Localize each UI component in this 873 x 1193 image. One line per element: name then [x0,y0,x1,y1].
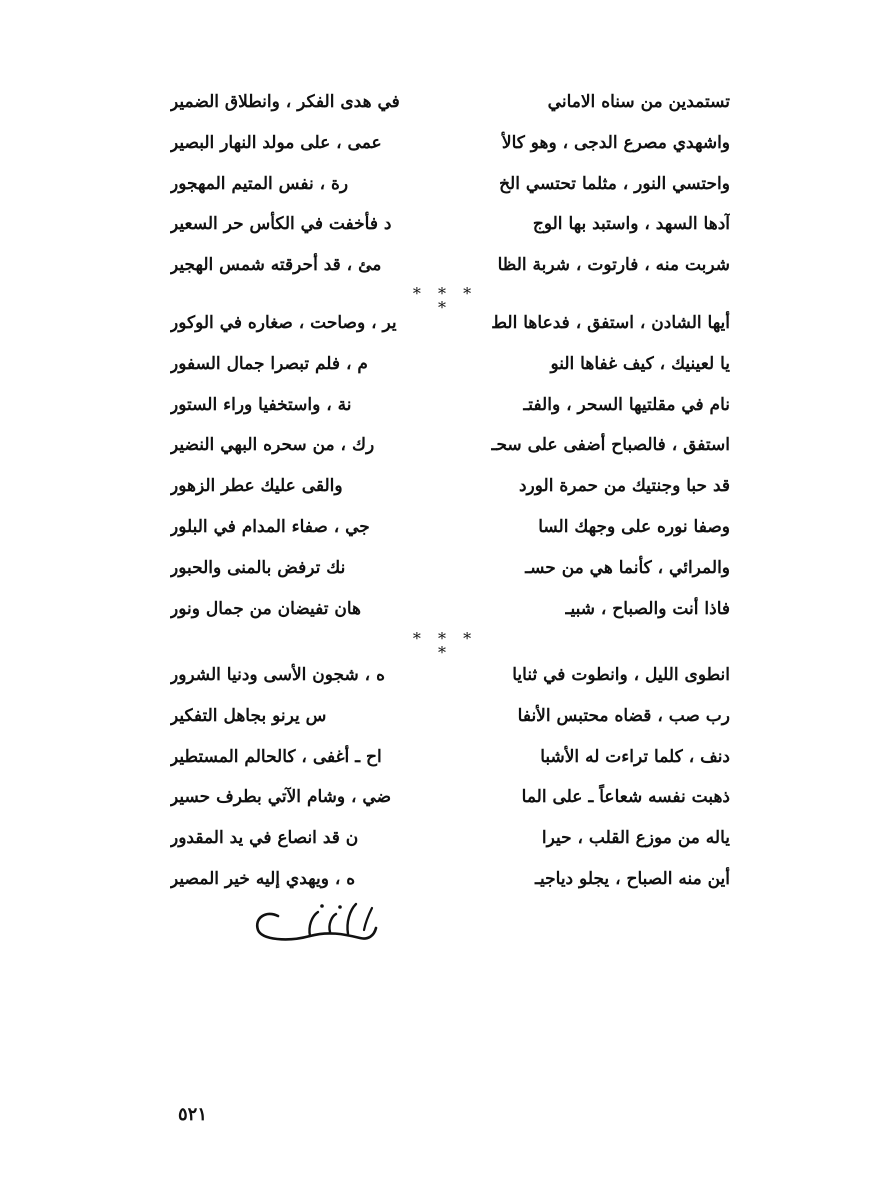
verse [170,777,730,818]
first-hemistich: تستمدين من سناه الاماني [547,92,730,112]
verse [170,818,730,859]
stanza-3 [170,655,730,900]
second-hemistich: س يرنو بجاهل التفكير [170,705,327,726]
verse [170,737,730,778]
second-hemistich: ه ، ويهدي إليه خير المصير [170,868,356,889]
separator-star-bottom: * [438,298,452,317]
verse [170,696,730,737]
separator-stars-top: * * * [412,284,478,303]
verse [170,245,730,286]
second-hemistich: اح ـ أغفى ، كالحالم المستطير [170,746,382,767]
verse [170,425,730,466]
first-hemistich: أين منه الصباح ، يجلو دياجيـ [535,868,730,889]
second-hemistich: رة ، نفس المتيم المهجور [170,173,349,194]
verse [170,298,730,344]
separator-stars-top: * * * [412,629,478,648]
verse [170,344,730,385]
first-hemistich: والمرائي ، كأنما هي من حسـ [525,557,730,578]
verse [170,204,730,245]
verse [170,385,730,426]
verse [170,507,730,548]
first-hemistich: أيها الشادن ، استفق ، فدعاها الط [491,313,730,333]
verse [170,655,730,696]
stanza-2 [170,298,730,629]
verse [170,548,730,589]
second-hemistich: نة ، واستخفيا وراء الستور [170,394,352,415]
verse [170,589,730,630]
first-hemistich: واشهدي مصرع الدجى ، وهو كالأ [501,132,730,153]
second-hemistich: د فأخفت في الكأس حر السعير [170,214,392,235]
second-hemistich: جي ، صفاء المدام في البلور [170,516,370,537]
second-hemistich: ن قد انصاع في يد المقدور [170,828,359,849]
verse [170,164,730,205]
first-hemistich: واحتسي النور ، مثلما تحتسي الخ [499,173,730,194]
verse [170,123,730,164]
first-hemistich: آدها السهد ، واستبد بها الوج [532,214,730,235]
first-hemistich: يا لعينيك ، كيف غفاها النو [550,353,730,374]
first-hemistich: نام في مقلتيها السحر ، والفتـ [523,394,730,415]
first-hemistich: وصفا نوره على وجهك السا [538,516,730,537]
second-hemistich: ضي ، وشام الآتي بطرف حسير [170,787,392,808]
first-hemistich: رب صب ، قضاه محتبس الأنفا [517,705,730,726]
second-hemistich: والقى عليك عطر الزهور [170,476,343,497]
second-hemistich: ير ، وصاحت ، صغاره في الوكور [170,313,397,333]
verse [170,82,730,123]
first-hemistich: ذهبت نفسه شعاعاً ـ على الما [521,787,730,808]
verse [170,466,730,507]
first-hemistich: شربت منه ، فارتوت ، شربة الظا [497,255,730,276]
first-hemistich: دنف ، كلما تراءت له الأشبا [540,746,730,767]
second-hemistich: نك ترفض بالمنى والحبور [170,557,346,578]
author-signature [248,898,383,948]
second-hemistich: م ، فلم تبصرا جمال السفور [170,353,368,374]
first-hemistich: انطوى الليل ، وانطوت في ثنايا [512,665,730,685]
page-number: ٥٢١ [178,1104,208,1125]
first-hemistich: قد حبا وجنتيك من حمرة الورد [518,476,730,497]
first-hemistich: ياله من موزع القلب ، حيرا [541,828,730,849]
second-hemistich: هان تفيضان من جمال ونور [170,598,362,619]
second-hemistich: عمى ، على مولد النهار البصير [170,132,382,153]
first-hemistich: استفق ، فالصباح أضفى على سحـ [491,435,730,456]
stanza-1 [170,82,730,286]
second-hemistich: ه ، شجون الأسى ودنيا الشرور [170,665,385,685]
second-hemistich: رك ، من سحره البهي النضير [170,435,375,456]
first-hemistich: فاذا أنت والصباح ، شبيـ [565,598,730,619]
separator-star-bottom: * [438,643,452,662]
verse [170,859,730,900]
second-hemistich: في هدى الفكر ، وانطلاق الضمير [170,92,400,112]
second-hemistich: مئ ، قد أحرقته شمس الهجير [170,255,382,276]
